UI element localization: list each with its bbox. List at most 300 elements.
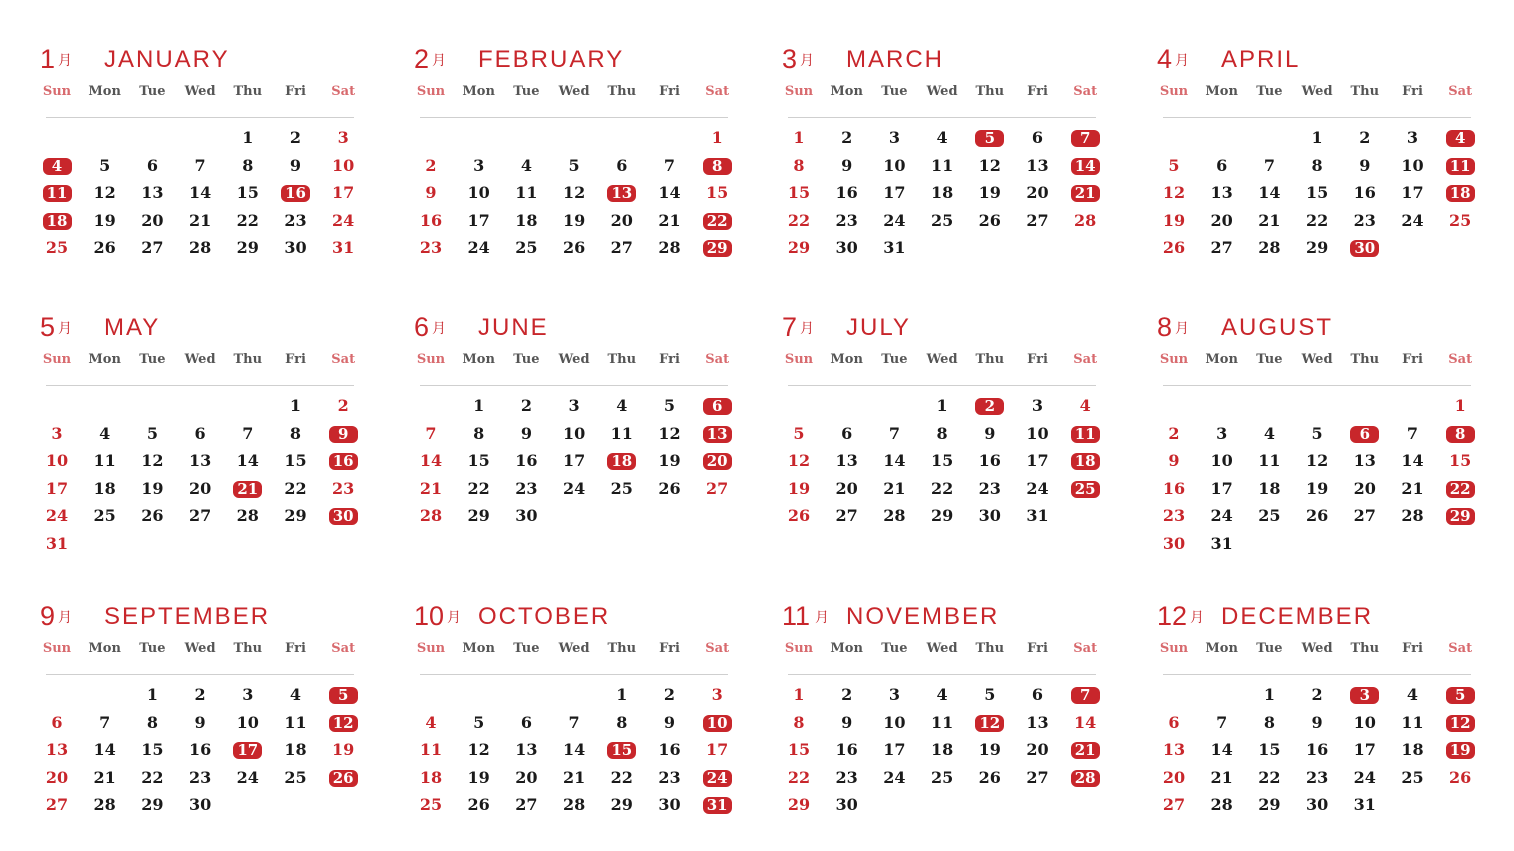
calendar-day: 14: [562, 740, 586, 759]
month-kanji: 月: [1175, 53, 1189, 69]
calendar-day: 6: [616, 155, 628, 175]
calendar-day: 8: [1263, 712, 1275, 732]
calendar-day: 1: [793, 685, 805, 704]
calendar-day: 31: [1026, 506, 1049, 525]
calendar-day: 9: [663, 712, 676, 732]
highlighted-day: 20: [697, 451, 737, 471]
weekday-sat: Sat: [1073, 352, 1098, 367]
calendar-day: 8: [1311, 155, 1323, 175]
calendar-day: 6: [146, 155, 158, 175]
calendar-day: 5: [793, 423, 805, 443]
highlighted-day: 12: [1440, 713, 1480, 733]
calendar-day: 16: [835, 740, 858, 759]
calendar-day: 4: [616, 396, 628, 415]
calendar-day: 11: [1258, 451, 1281, 470]
calendar-day: 30: [978, 506, 1001, 525]
calendar-day: 23: [1353, 210, 1376, 230]
calendar-day: 6: [1031, 685, 1044, 704]
calendar-day: 28: [562, 795, 586, 814]
calendar-day: 3: [711, 685, 723, 704]
month-kanji: 月: [58, 53, 72, 69]
weekday-tue: Tue: [1256, 84, 1283, 99]
calendar-day: 9: [841, 155, 853, 175]
highlighted-day: 11: [37, 183, 77, 203]
calendar-day: 28: [1258, 238, 1281, 257]
calendar-day: 19: [978, 183, 1001, 202]
calendar-day: 28: [93, 795, 116, 814]
highlighted-day: 30: [1345, 238, 1385, 258]
highlighted-day: 5: [970, 128, 1010, 148]
calendar-day: 13: [835, 451, 858, 470]
calendar-day: 25: [930, 767, 954, 787]
weekday-fri: Fri: [1027, 352, 1048, 367]
highlighted-day: 3: [1345, 685, 1385, 705]
calendar-day: 13: [188, 451, 212, 470]
calendar-day: 18: [930, 740, 954, 759]
calendar-day: 30: [188, 795, 212, 814]
calendar-day: 11: [515, 183, 538, 202]
weekday-row: [1157, 351, 1477, 369]
highlighted-day: 16: [323, 451, 363, 471]
calendar-day: 27: [610, 238, 633, 257]
weekday-fri: Fri: [1027, 84, 1048, 99]
calendar-day: 9: [425, 183, 437, 202]
calendar-day: 9: [1311, 712, 1323, 732]
calendar-day: 20: [1026, 740, 1049, 759]
calendar-day: 19: [93, 210, 116, 230]
calendar-day: 25: [45, 238, 69, 257]
highlighted-day: 4: [37, 156, 77, 176]
month-kanji: 月: [1190, 610, 1204, 626]
weekday-thu: Thu: [975, 352, 1005, 367]
calendar-day: 1: [616, 685, 628, 704]
calendar-day: 12: [1162, 183, 1186, 202]
weekday-wed: Wed: [184, 352, 216, 367]
calendar-day: 4: [289, 685, 302, 704]
calendar-day: 21: [188, 210, 212, 230]
header-divider: [420, 674, 728, 675]
weekday-sat: Sat: [1448, 84, 1473, 99]
calendar-day: 26: [467, 795, 490, 814]
weekday-mon: Mon: [88, 352, 121, 367]
calendar-day: 3: [1216, 423, 1228, 443]
weekday-row: [1157, 640, 1477, 658]
calendar-day: 28: [1074, 210, 1097, 230]
calendar-day: 14: [1258, 183, 1281, 202]
weekday-row: [782, 640, 1102, 658]
weekday-fri: Fri: [285, 352, 306, 367]
weekday-mon: Mon: [1205, 84, 1238, 99]
calendar-day: 19: [1305, 478, 1329, 498]
calendar-day: 14: [658, 183, 681, 202]
calendar-day: 2: [841, 128, 853, 147]
calendar-day: 3: [1031, 396, 1044, 415]
month-number: 2: [414, 44, 430, 74]
highlighted-day: 13: [697, 424, 737, 444]
calendar-day: 7: [888, 423, 900, 443]
calendar-day: 25: [515, 238, 538, 257]
calendar-day: 24: [1026, 478, 1049, 498]
weekday-tue: Tue: [1256, 641, 1283, 656]
month-name: MARCH: [846, 46, 944, 73]
weekday-fri: Fri: [1402, 84, 1423, 99]
calendar-day: 23: [284, 210, 307, 230]
calendar-day: 17: [883, 183, 906, 202]
calendar-day: 17: [1353, 740, 1376, 759]
weekday-row: [40, 83, 360, 101]
calendar-day: 14: [236, 451, 259, 470]
header-divider: [420, 117, 728, 118]
calendar-day: 4: [520, 155, 532, 175]
weekday-sat: Sat: [1448, 352, 1473, 367]
month-number: 11: [782, 601, 811, 631]
weekday-tue: Tue: [139, 641, 166, 656]
weekday-thu: Thu: [233, 352, 263, 367]
weekday-mon: Mon: [1205, 352, 1238, 367]
calendar-day: 19: [658, 451, 681, 470]
calendar-day: 12: [658, 423, 681, 443]
header-divider: [788, 117, 1096, 118]
weekday-sat: Sat: [705, 641, 730, 656]
month-number: 6: [414, 312, 430, 342]
calendar-day: 29: [787, 795, 811, 814]
highlighted-day: 28: [1065, 768, 1105, 788]
calendar-day: 2: [194, 685, 206, 704]
calendar-day: 20: [610, 210, 633, 230]
calendar-day: 30: [1305, 795, 1329, 814]
weekday-wed: Wed: [558, 641, 590, 656]
calendar-day: 2: [1359, 128, 1371, 147]
month-header: [40, 600, 360, 632]
calendar-day: 6: [1216, 155, 1228, 175]
calendar-day: 24: [1401, 210, 1424, 230]
calendar-day: 3: [888, 128, 900, 147]
weekday-thu: Thu: [1350, 352, 1380, 367]
month-name: AUGUST: [1221, 314, 1334, 341]
calendar-day: 10: [1401, 155, 1424, 175]
calendar-day: 3: [888, 685, 900, 704]
calendar-day: 5: [984, 685, 996, 704]
calendar-day: 12: [978, 155, 1001, 175]
calendar-day: 17: [467, 210, 490, 230]
highlighted-day: 15: [602, 740, 642, 760]
month-kanji: 月: [432, 53, 446, 69]
calendar-day: 19: [467, 767, 490, 787]
weekday-row: [414, 640, 734, 658]
calendar-day: 26: [93, 238, 116, 257]
calendar-day: 11: [930, 712, 954, 732]
calendar-day: 29: [787, 238, 811, 257]
weekday-tue: Tue: [1256, 352, 1283, 367]
month-number: 5: [40, 312, 56, 342]
weekday-thu: Thu: [233, 641, 263, 656]
calendar-day: 25: [610, 478, 633, 498]
calendar-day: 21: [1258, 210, 1281, 230]
calendar-day: 27: [45, 795, 69, 814]
weekday-wed: Wed: [926, 641, 958, 656]
weekday-fri: Fri: [285, 641, 306, 656]
calendar-day: 31: [45, 533, 69, 553]
weekday-mon: Mon: [88, 84, 121, 99]
weekday-row: [40, 351, 360, 369]
calendar-day: 7: [663, 155, 676, 175]
calendar-day: 24: [883, 767, 906, 787]
month-kanji: 月: [1175, 321, 1189, 337]
month-name: JULY: [846, 314, 911, 341]
calendar-day: 27: [835, 506, 858, 525]
calendar-day: 13: [1210, 183, 1233, 202]
header-divider: [1163, 674, 1471, 675]
calendar-day: 13: [515, 740, 538, 759]
calendar-day: 22: [141, 767, 164, 787]
month-header: [1157, 600, 1477, 632]
calendar-day: 26: [978, 210, 1001, 230]
calendar-day: 13: [45, 740, 69, 759]
calendar-day: 27: [1353, 506, 1376, 525]
calendar-day: 2: [520, 396, 532, 415]
header-divider: [420, 385, 728, 386]
highlighted-day: 8: [697, 156, 737, 176]
highlighted-day: 6: [1345, 424, 1385, 444]
calendar-day: 6: [1168, 712, 1180, 732]
calendar-day: 27: [188, 506, 212, 525]
calendar-day: 23: [188, 767, 212, 787]
calendar-day: 21: [1210, 767, 1233, 787]
calendar-day: 10: [236, 712, 259, 732]
calendar-day: 1: [289, 396, 302, 415]
highlighted-day: 19: [1440, 740, 1480, 760]
calendar-day: 4: [1079, 396, 1091, 415]
calendar-day: 12: [93, 183, 116, 202]
calendar-day: 21: [658, 210, 681, 230]
calendar-day: 15: [284, 451, 307, 470]
calendar-day: 30: [284, 238, 307, 257]
calendar-day: 24: [236, 767, 259, 787]
calendar-day: 23: [835, 767, 858, 787]
calendar-day: 2: [289, 128, 302, 147]
calendar-day: 10: [467, 183, 490, 202]
calendar-day: 10: [883, 712, 906, 732]
calendar-day: 30: [1162, 533, 1186, 553]
weekday-thu: Thu: [607, 641, 637, 656]
month-header: [414, 600, 734, 632]
weekday-sun: Sun: [416, 352, 446, 367]
weekday-thu: Thu: [1350, 641, 1380, 656]
calendar-day: 29: [1305, 238, 1329, 257]
weekday-thu: Thu: [975, 641, 1005, 656]
calendar-day: 19: [787, 478, 811, 498]
month-kanji: 月: [58, 321, 72, 337]
calendar-day: 2: [337, 396, 349, 415]
highlighted-day: 29: [1440, 506, 1480, 526]
calendar-day: 1: [146, 685, 158, 704]
calendar-day: 17: [562, 451, 586, 470]
calendar-day: 14: [93, 740, 116, 759]
calendar-day: 4: [1263, 423, 1275, 443]
calendar-day: 16: [188, 740, 212, 759]
header-divider: [46, 117, 354, 118]
calendar-day: 18: [1401, 740, 1424, 759]
calendar-day: 9: [841, 712, 853, 732]
calendar-day: 8: [242, 155, 254, 175]
highlighted-day: 21: [1065, 183, 1105, 203]
highlighted-day: 31: [697, 795, 737, 815]
weekday-sat: Sat: [331, 352, 356, 367]
calendar-day: 15: [1449, 451, 1472, 470]
calendar-day: 27: [706, 478, 729, 498]
calendar-day: 18: [419, 767, 443, 787]
calendar-day: 11: [419, 740, 443, 759]
calendar-day: 11: [610, 423, 633, 443]
calendar-day: 8: [936, 423, 948, 443]
calendar-day: 18: [930, 183, 954, 202]
header-divider: [788, 385, 1096, 386]
calendar-day: 1: [1263, 685, 1275, 704]
weekday-mon: Mon: [462, 84, 495, 99]
calendar-day: 13: [1162, 740, 1186, 759]
weekday-tue: Tue: [139, 352, 166, 367]
calendar-day: 23: [835, 210, 858, 230]
weekday-wed: Wed: [1301, 352, 1333, 367]
calendar-day: 9: [289, 155, 302, 175]
month-kanji: 月: [447, 610, 461, 626]
calendar-day: 17: [1210, 478, 1233, 498]
calendar-day: 24: [883, 210, 906, 230]
calendar-day: 25: [284, 767, 307, 787]
calendar-day: 4: [99, 423, 111, 443]
month-name: SEPTEMBER: [104, 603, 271, 630]
calendar-day: 20: [1353, 478, 1376, 498]
weekday-sun: Sun: [416, 641, 446, 656]
calendar-day: 27: [1162, 795, 1186, 814]
calendar-day: 18: [93, 478, 116, 498]
weekday-fri: Fri: [659, 84, 680, 99]
calendar-day: 11: [284, 712, 307, 732]
weekday-sat: Sat: [705, 352, 730, 367]
calendar-day: 29: [284, 506, 307, 525]
calendar-day: 26: [978, 767, 1001, 787]
calendar-day: 26: [658, 478, 681, 498]
calendar-day: 27: [141, 238, 164, 257]
calendar-day: 1: [242, 128, 254, 147]
calendar-day: 30: [835, 238, 858, 257]
calendar-day: 7: [1263, 155, 1275, 175]
calendar-day: 7: [1216, 712, 1228, 732]
weekday-thu: Thu: [1350, 84, 1380, 99]
calendar-day: 20: [1162, 767, 1186, 787]
weekday-fri: Fri: [285, 84, 306, 99]
highlighted-day: 2: [970, 396, 1010, 416]
calendar-day: 21: [93, 767, 116, 787]
calendar-day: 6: [51, 712, 63, 732]
calendar-day: 20: [141, 210, 164, 230]
calendar-day: 26: [787, 506, 811, 525]
month-kanji: 月: [800, 53, 814, 69]
weekday-wed: Wed: [558, 352, 590, 367]
weekday-thu: Thu: [975, 84, 1005, 99]
highlighted-day: 30: [323, 506, 363, 526]
calendar-day: 4: [936, 685, 948, 704]
highlighted-day: 18: [37, 211, 77, 231]
highlighted-day: 18: [1065, 451, 1105, 471]
month-name: JUNE: [478, 314, 549, 341]
calendar-day: 15: [467, 451, 490, 470]
month-header: [782, 600, 1102, 632]
calendar-day: 8: [146, 712, 158, 732]
calendar-day: 28: [188, 238, 212, 257]
highlighted-day: 11: [1065, 424, 1105, 444]
month-header: [782, 43, 1102, 75]
calendar-day: 23: [332, 478, 355, 498]
weekday-row: [782, 351, 1102, 369]
calendar-day: 16: [658, 740, 681, 759]
weekday-sun: Sun: [42, 352, 72, 367]
highlighted-day: 29: [697, 238, 737, 258]
weekday-fri: Fri: [1402, 352, 1423, 367]
header-divider: [46, 674, 354, 675]
header-divider: [1163, 385, 1471, 386]
calendar-day: 24: [45, 506, 69, 525]
calendar-day: 17: [45, 478, 69, 498]
weekday-wed: Wed: [926, 84, 958, 99]
calendar-day: 4: [1406, 685, 1419, 704]
calendar-day: 30: [835, 795, 858, 814]
weekday-mon: Mon: [1205, 641, 1238, 656]
calendar-day: 10: [883, 155, 906, 175]
highlighted-day: 7: [1065, 685, 1105, 705]
header-divider: [46, 385, 354, 386]
highlighted-day: 14: [1065, 156, 1105, 176]
calendar-day: 28: [1210, 795, 1233, 814]
calendar-day: 16: [978, 451, 1001, 470]
calendar-day: 2: [841, 685, 853, 704]
weekday-tue: Tue: [881, 352, 908, 367]
calendar-day: 15: [787, 183, 811, 202]
month-kanji: 月: [800, 321, 814, 337]
calendar-day: 6: [194, 423, 206, 443]
calendar-day: 1: [793, 128, 805, 147]
month-number: 4: [1157, 44, 1173, 74]
calendar-day: 5: [473, 712, 485, 732]
calendar-day: 2: [1168, 423, 1180, 443]
calendar-day: 25: [1258, 506, 1281, 525]
month-name: MAY: [104, 314, 161, 341]
highlighted-day: 4: [1440, 128, 1480, 148]
month-header: [414, 43, 734, 75]
calendar-day: 15: [787, 740, 811, 759]
calendar-day: 20: [515, 767, 538, 787]
calendar-day: 20: [188, 478, 212, 498]
highlighted-day: 5: [1440, 685, 1480, 705]
calendar-day: 19: [562, 210, 586, 230]
calendar-day: 4: [936, 128, 948, 147]
calendar-day: 14: [1210, 740, 1233, 759]
calendar-day: 8: [793, 155, 805, 175]
calendar-day: 31: [1210, 533, 1233, 553]
highlighted-day: 5: [323, 685, 363, 705]
calendar-day: 31: [883, 238, 906, 257]
month-number: 10: [414, 601, 445, 631]
calendar-day: 27: [515, 795, 538, 814]
highlighted-day: 18: [1440, 183, 1480, 203]
weekday-sat: Sat: [331, 641, 356, 656]
calendar-day: 6: [520, 712, 532, 732]
calendar-day: 13: [1026, 712, 1049, 732]
calendar-day: 26: [562, 238, 586, 257]
calendar-day: 2: [425, 155, 437, 175]
calendar-day: 22: [787, 767, 811, 787]
weekday-tue: Tue: [513, 84, 540, 99]
